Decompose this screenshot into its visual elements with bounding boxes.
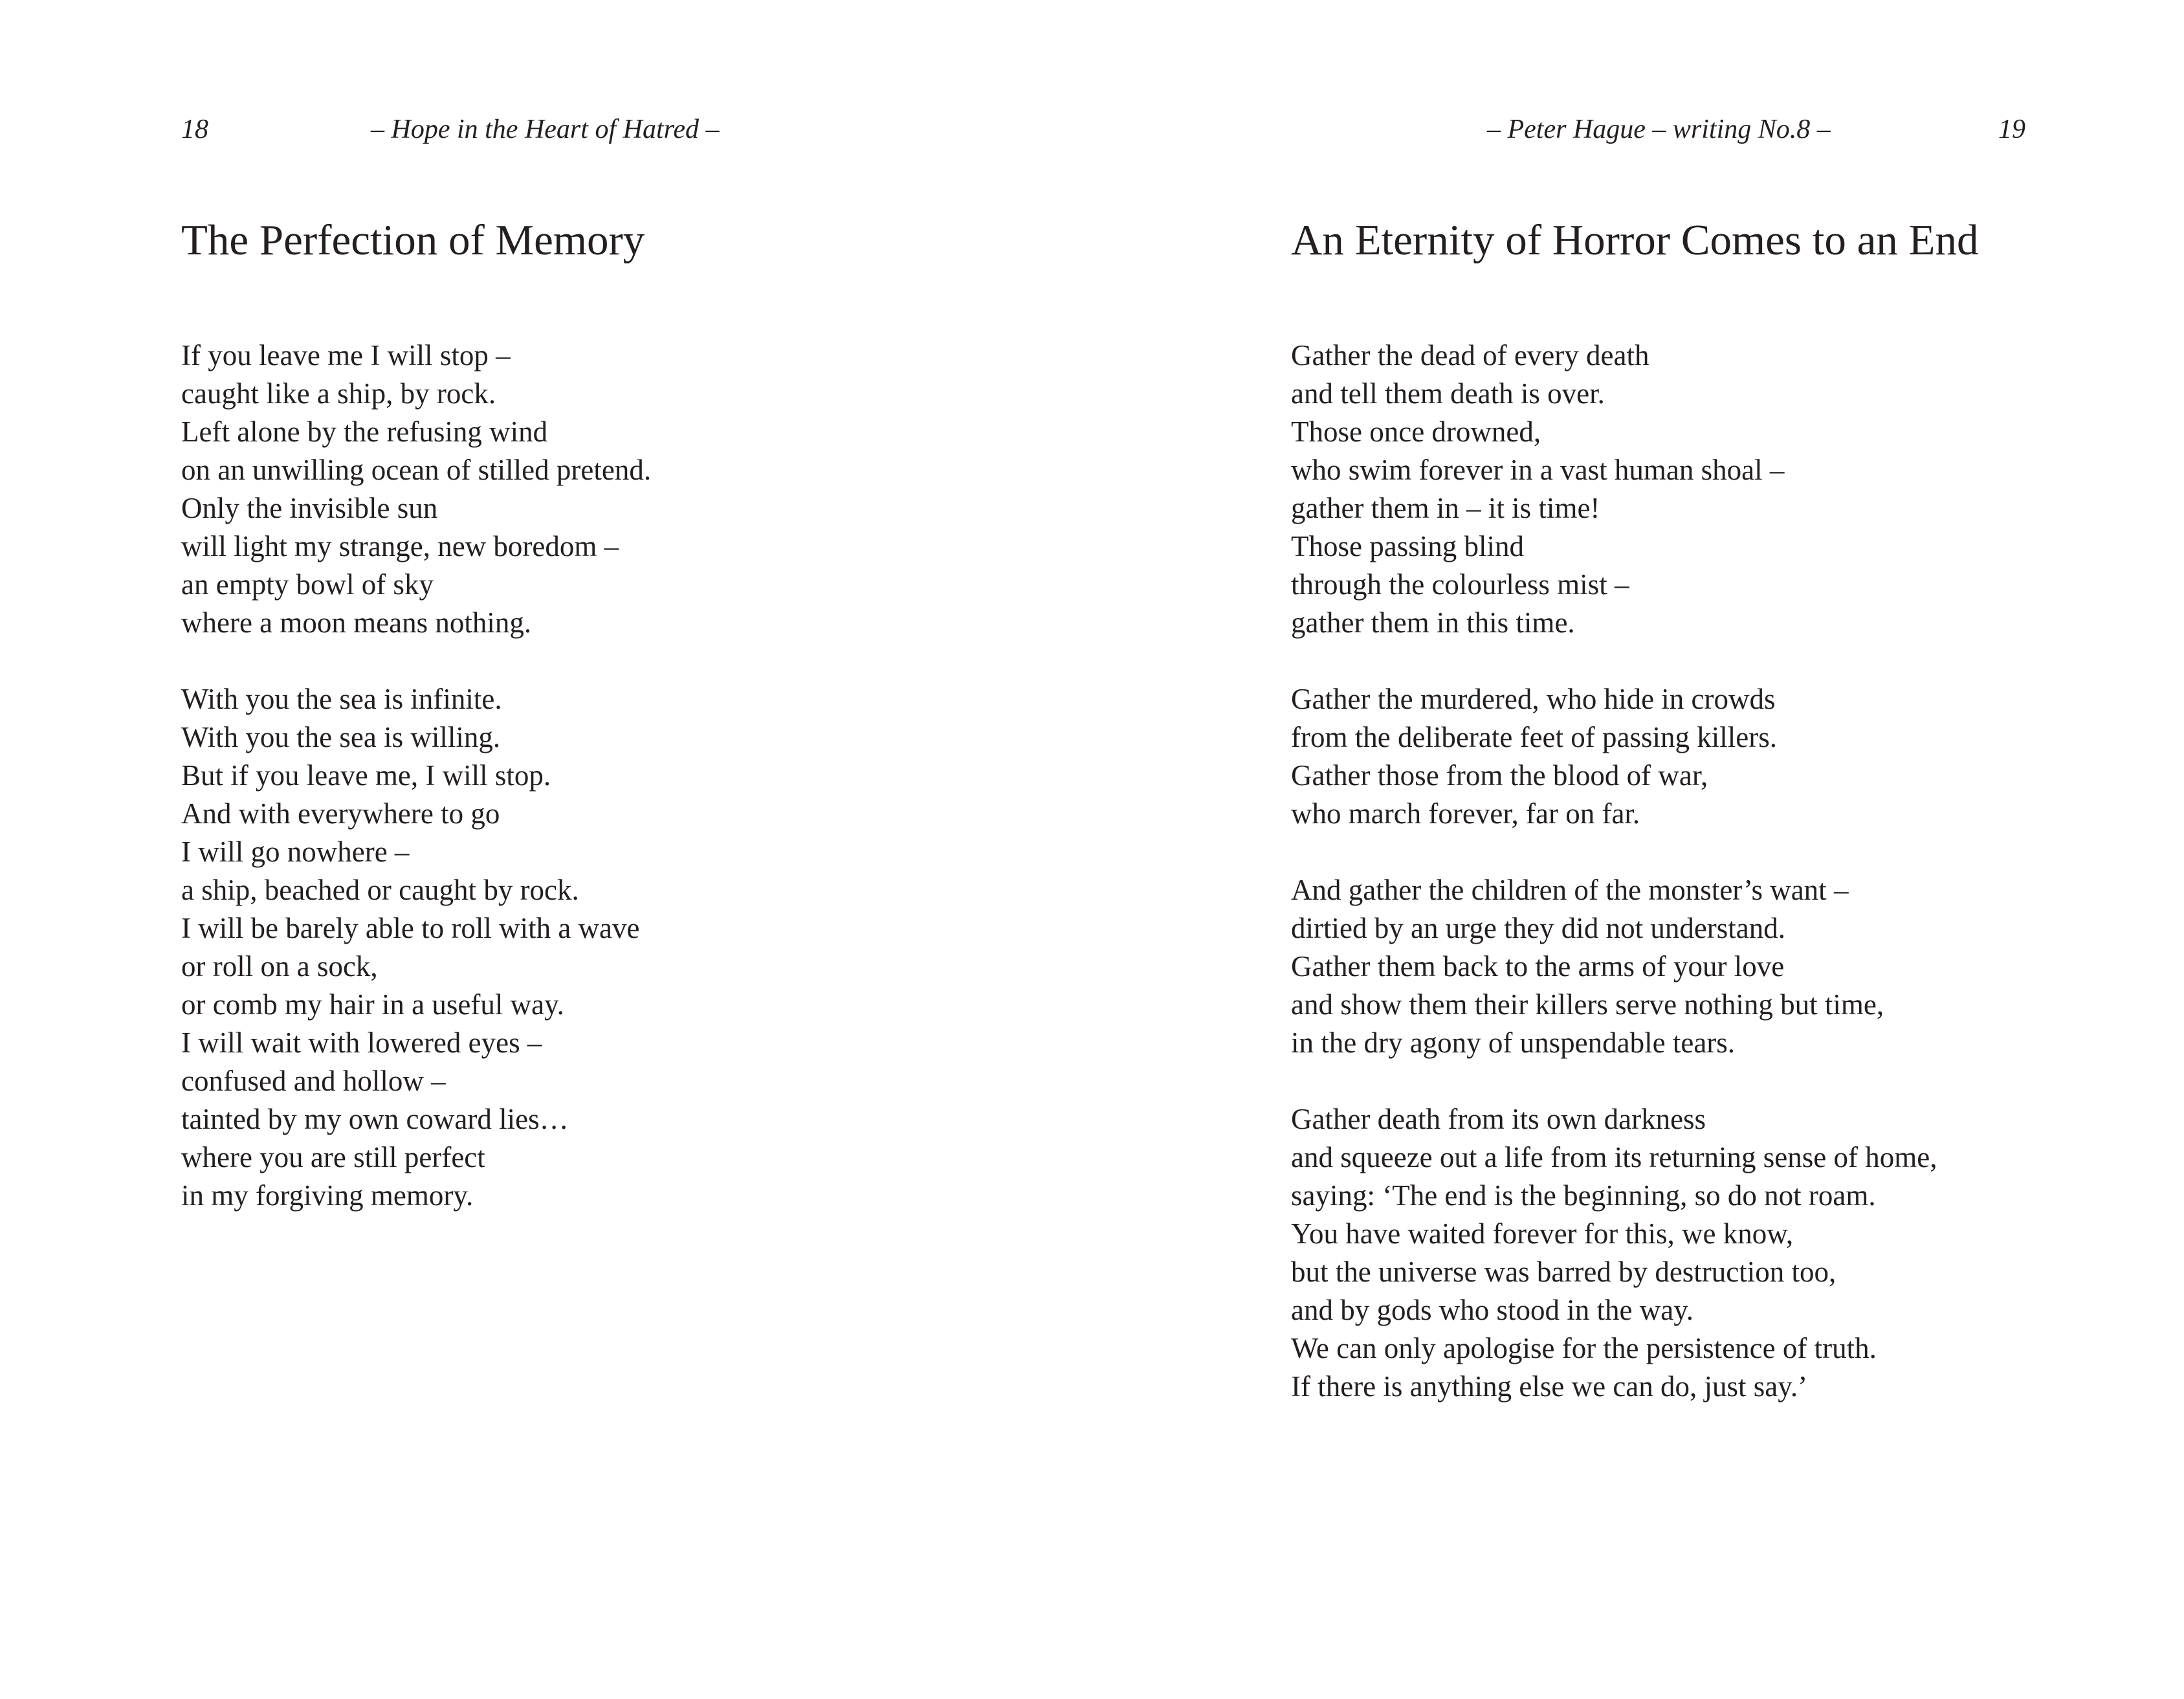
- poem-line: Only the invisible sun: [181, 492, 438, 524]
- poem-line: saying: ‘The end is the beginning, so do not roam.: [1291, 1179, 1876, 1212]
- poem-line: caught like a ship, by rock.: [181, 377, 496, 410]
- poem-line: Gather them back to the arms of your love: [1291, 950, 1785, 983]
- poem-line: a ship, beached or caught by rock.: [181, 874, 579, 906]
- poem-line: through the colourless mist –: [1291, 568, 1629, 601]
- poem-line: I will wait with lowered eyes –: [181, 1027, 542, 1059]
- poem-line: If there is anything else we can do, just say.’: [1291, 1370, 1808, 1403]
- running-head: – Peter Hague – writing No.8 –: [1487, 115, 1831, 144]
- page-number: 18: [181, 115, 208, 144]
- poem-line: I will go nowhere –: [181, 836, 410, 868]
- poem-line: dirtied by an urge they did not understand.: [1291, 912, 1786, 944]
- poem-line: You have waited forever for this, we know,: [1291, 1217, 1794, 1250]
- poem-line: and squeeze out a life from its returning sense of home,: [1291, 1141, 1937, 1173]
- poem-line: where you are still perfect: [181, 1141, 485, 1173]
- poem-line: And with everywhere to go: [181, 797, 500, 830]
- poem-line: in the dry agony of unspendable tears.: [1291, 1027, 1736, 1059]
- poem-line: With you the sea is infinite.: [181, 683, 502, 715]
- poem-line: With you the sea is willing.: [181, 721, 501, 753]
- poem-line: tainted by my own coward lies…: [181, 1103, 569, 1135]
- poem-line: Gather those from the blood of war,: [1291, 759, 1708, 792]
- poem-line: an empty bowl of sky: [181, 568, 434, 601]
- poem-line: in my forgiving memory.: [181, 1179, 474, 1212]
- poem-title: An Eternity of Horror Comes to an End: [1291, 216, 1979, 264]
- poem-line: but the universe was barred by destruction too,: [1291, 1256, 1837, 1288]
- page-number: 19: [1998, 115, 2025, 144]
- poem-line: or roll on a sock,: [181, 950, 378, 983]
- poem-line: will light my strange, new boredom –: [181, 530, 619, 562]
- stanza: [1291, 680, 1937, 833]
- poem-body: [181, 337, 651, 1253]
- poem-body: [1291, 337, 1937, 1444]
- poem-line: I will be barely able to roll with a wave: [181, 912, 640, 944]
- poem-line: who swim forever in a vast human shoal –: [1291, 454, 1785, 486]
- poem-line: And gather the children of the monster’s want –: [1291, 874, 1849, 906]
- poem-title: The Perfection of Memory: [181, 216, 645, 264]
- poem-line: Those passing blind: [1291, 530, 1524, 562]
- poem-line: and show them their killers serve nothing but time,: [1291, 988, 1884, 1021]
- poem-line: and by gods who stood in the way.: [1291, 1294, 1694, 1326]
- poem-line: confused and hollow –: [181, 1065, 446, 1097]
- poem-line: and tell them death is over.: [1291, 377, 1605, 410]
- poem-line: Left alone by the refusing wind: [181, 416, 548, 448]
- poem-line: gather them in this time.: [1291, 606, 1575, 639]
- poem-line: on an unwilling ocean of stilled pretend.: [181, 454, 652, 486]
- poem-line: where a moon means nothing.: [181, 606, 532, 639]
- right-page: [1092, 0, 2184, 1699]
- poem-line: Gather the murdered, who hide in crowds: [1291, 683, 1776, 715]
- stanza: [181, 337, 651, 642]
- stanza: [1291, 871, 1937, 1062]
- stanza: [181, 680, 651, 1215]
- running-head: – Hope in the Heart of Hatred –: [371, 115, 720, 144]
- poem-line: who march forever, far on far.: [1291, 797, 1640, 830]
- poem-line: Gather the dead of every death: [1291, 339, 1649, 372]
- poem-line: We can only apologise for the persistence of truth.: [1291, 1332, 1877, 1364]
- poem-line: gather them in – it is time!: [1291, 492, 1600, 524]
- stanza: [1291, 1100, 1937, 1406]
- poem-line: If you leave me I will stop –: [181, 339, 511, 372]
- poem-line: Those once drowned,: [1291, 416, 1541, 448]
- stanza: [1291, 337, 1937, 642]
- poem-line: But if you leave me, I will stop.: [181, 759, 551, 792]
- poem-line: or comb my hair in a useful way.: [181, 988, 564, 1021]
- poem-line: Gather death from its own darkness: [1291, 1103, 1706, 1135]
- poem-line: from the deliberate feet of passing killers.: [1291, 721, 1777, 753]
